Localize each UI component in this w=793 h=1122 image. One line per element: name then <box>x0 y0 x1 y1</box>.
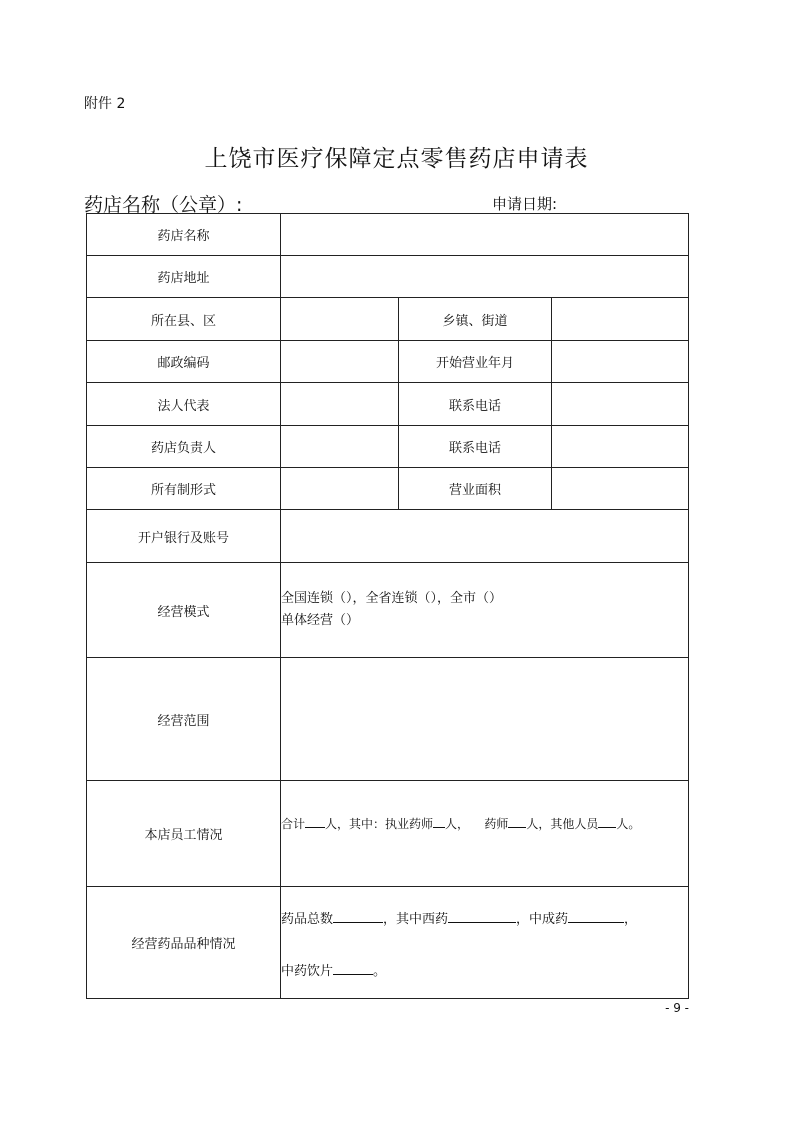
total-drugs-text: 药品总数 <box>281 912 334 927</box>
township-field[interactable] <box>552 298 689 341</box>
herbal-pieces-blank[interactable] <box>333 962 373 975</box>
staff-info <box>281 781 689 887</box>
row-ownership <box>87 468 689 510</box>
varieties-comma: ， <box>624 912 638 927</box>
business-scope-field[interactable] <box>281 658 689 781</box>
staff-unit1-text: 人，其中：执业药师 <box>325 817 434 831</box>
row-varieties <box>87 887 689 999</box>
row-postal <box>87 341 689 383</box>
pharmacist-blank[interactable] <box>508 815 526 828</box>
legal-rep-field[interactable] <box>281 383 399 426</box>
legal-rep-label: 法人代表 <box>87 383 281 426</box>
total-drugs-blank[interactable] <box>333 910 383 923</box>
bank-account-label: 开户银行及账号 <box>87 510 281 563</box>
ownership-field[interactable] <box>281 468 399 510</box>
tcm-drugs-blank[interactable] <box>568 910 624 923</box>
postal-code-label: 邮政编码 <box>87 341 281 383</box>
western-drugs-text: ，其中西药 <box>383 912 449 927</box>
staff-total-blank[interactable] <box>305 815 325 828</box>
phone-field[interactable] <box>552 383 689 426</box>
township-label: 乡镇、街道 <box>399 298 552 341</box>
staff-total-text: 合计 <box>281 817 306 831</box>
ownership-label: 所有制形式 <box>87 468 281 510</box>
store-name-field[interactable] <box>281 214 689 256</box>
drug-varieties-label: 经营药品品种情况 <box>87 887 281 999</box>
manager-field[interactable] <box>281 426 399 468</box>
tcm-drugs-text: ，中成药 <box>516 912 569 927</box>
store-name-seal-label: 药店名称（公章）: <box>84 194 243 216</box>
mode-options-line1: 全国连锁（），全省连锁（），全市（） <box>281 591 503 606</box>
staff-label: 本店员工情况 <box>87 781 281 887</box>
other-staff-blank[interactable] <box>598 815 616 828</box>
application-form-table <box>86 213 689 999</box>
western-drugs-blank[interactable] <box>448 910 516 923</box>
mode-options-line2: 单体经营（） <box>281 613 360 628</box>
store-address-field[interactable] <box>281 256 689 298</box>
start-date-field[interactable] <box>552 341 689 383</box>
herbal-pieces-text: 中药饮片 <box>281 964 334 979</box>
row-staff <box>87 781 689 887</box>
business-scope-label: 经营范围 <box>87 658 281 781</box>
store-name-label: 药店名称 <box>87 214 281 256</box>
store-address-label: 药店地址 <box>87 256 281 298</box>
row-manager <box>87 426 689 468</box>
row-bank <box>87 510 689 563</box>
staff-unit4-text: 人。 <box>616 817 641 831</box>
business-mode-options[interactable] <box>281 563 689 658</box>
bank-account-field[interactable] <box>281 510 689 563</box>
row-legal-rep <box>87 383 689 426</box>
licensed-pharmacist-blank[interactable] <box>433 815 445 828</box>
county-field[interactable] <box>281 298 399 341</box>
form-title: 上饶市医疗保障定点零售药店申请表 <box>204 146 589 172</box>
business-mode-label: 经营模式 <box>87 563 281 658</box>
row-store-address <box>87 256 689 298</box>
attachment-label: 附件 2 <box>84 96 126 112</box>
area-field[interactable] <box>552 468 689 510</box>
page-number: - 9 - <box>665 1001 689 1015</box>
staff-unit2-text: 人， <box>445 817 470 831</box>
manager-phone-label: 联系电话 <box>399 426 552 468</box>
row-mode <box>87 563 689 658</box>
row-store-name <box>87 214 689 256</box>
phone-label: 联系电话 <box>399 383 552 426</box>
staff-unit3-text: 人，其他人员 <box>526 817 599 831</box>
drug-varieties-info <box>281 887 689 999</box>
start-date-label: 开始营业年月 <box>399 341 552 383</box>
row-county <box>87 298 689 341</box>
varieties-period: 。 <box>373 964 387 979</box>
pharmacist-text: 药师 <box>484 817 509 831</box>
manager-phone-field[interactable] <box>552 426 689 468</box>
apply-date-label: 申请日期: <box>492 195 558 213</box>
county-label: 所在县、区 <box>87 298 281 341</box>
postal-code-field[interactable] <box>281 341 399 383</box>
manager-label: 药店负责人 <box>87 426 281 468</box>
area-label: 营业面积 <box>399 468 552 510</box>
row-scope <box>87 658 689 781</box>
